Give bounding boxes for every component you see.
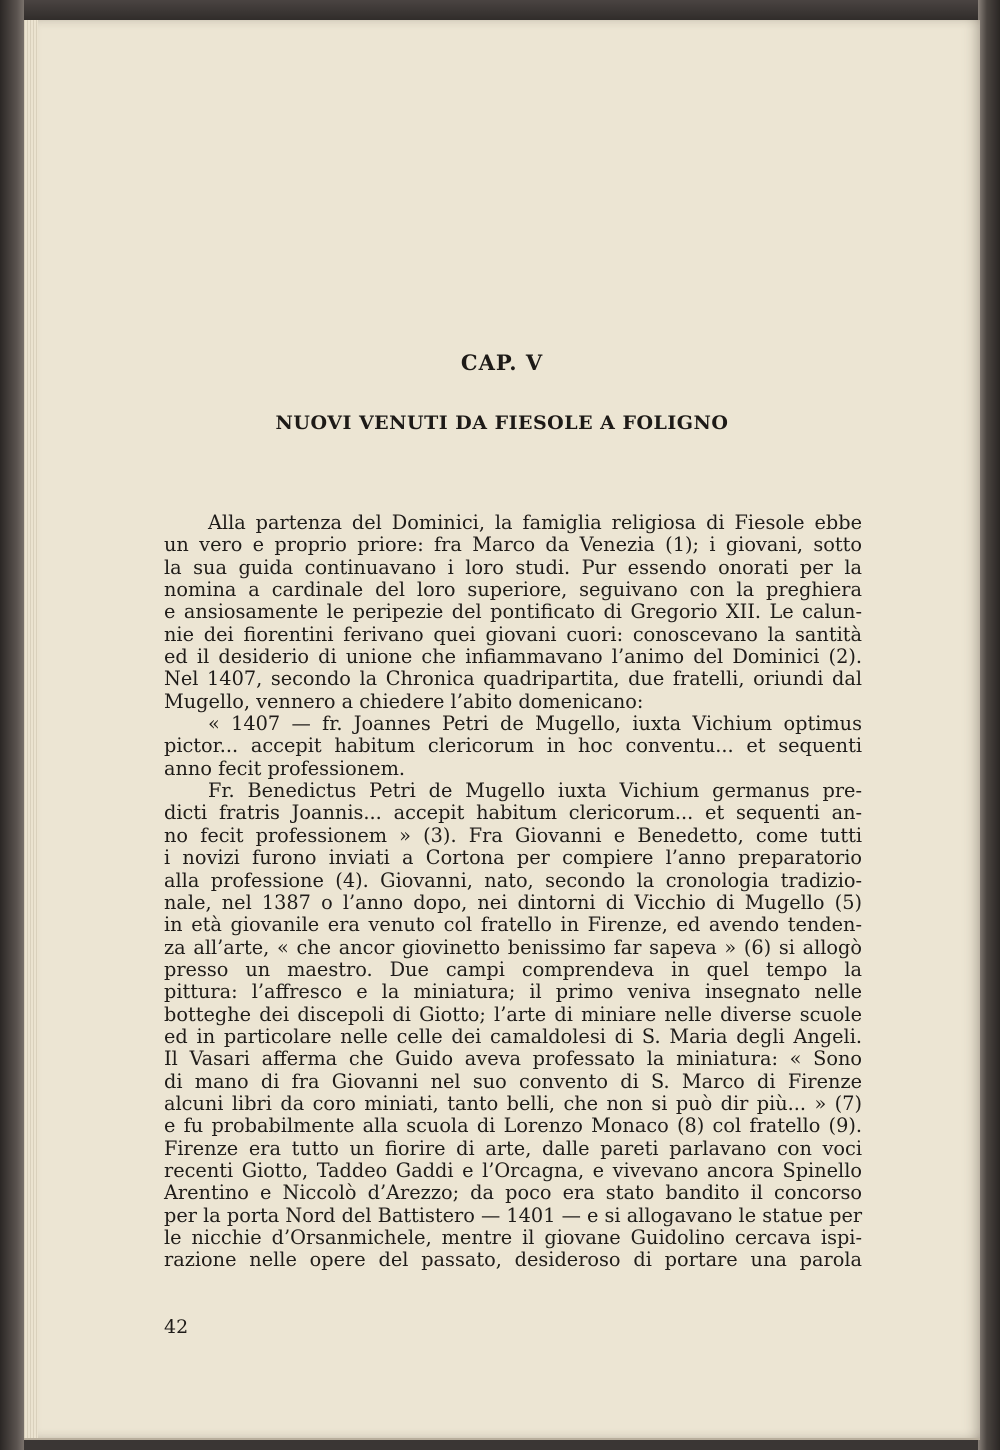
text-line: za all’arte, « che ancor giovinetto benissimo far sapeva » (6) si allogò — [164, 935, 862, 959]
text-line: alla professione (4). Giovanni, nato, secondo la cronologia tradizio- — [164, 868, 862, 892]
text-line: botteghe dei discepoli di Giotto; l’arte di miniare nelle diverse scuole — [164, 1002, 862, 1026]
book-binding-top — [0, 0, 1000, 22]
book-page — [24, 20, 980, 1440]
text-line: razione nelle opere del passato, desideroso di portare una parola — [164, 1248, 862, 1272]
text-line: no fecit professionem » (3). Fra Giovanni e Benedetto, come tutti — [164, 823, 862, 847]
text-line: alcuni libri da coro miniati, tanto belli, che non si può dir più... » (7) — [164, 1091, 862, 1115]
text-line: anno fecit professionem. — [164, 756, 405, 780]
text-line: recenti Giotto, Taddeo Gaddi e l’Orcagna, e vivevano ancora Spinello — [164, 1158, 862, 1182]
text-line: « 1407 — fr. Joannes Petri de Mugello, iuxta Vichium optimus — [208, 712, 862, 736]
text-line: Alla partenza del Dominici, la famiglia religiosa di Fiesole ebbe — [208, 511, 862, 534]
text-line: le nicchie d’Orsanmichele, mentre il giovane Guidolino cercava ispi- — [164, 1226, 862, 1249]
book-binding-left — [0, 0, 24, 1450]
text-line: pittura: l’affresco e la miniatura; il primo veniva insegnato nelle — [164, 980, 862, 1004]
text-line: Il Vasari afferma che Guido aveva professato la miniatura: « Sono — [164, 1047, 862, 1071]
page-number: 42 — [164, 1316, 189, 1338]
page-edge — [24, 20, 38, 1438]
text-line: Nel 1407, secondo la Chronica quadripartita, due fratelli, oriundi dal — [164, 667, 862, 691]
text-line: e ansiosamente le peripezie del pontificato di Gregorio XII. Le calun- — [164, 600, 862, 624]
text-line: in età giovanile era venuto col fratello in Firenze, ed avendo tenden- — [164, 913, 862, 937]
text-line: ed il desiderio di unione che infiammavano l’animo del Dominici (2). — [164, 645, 862, 669]
text-line: dicti fratris Joannis... accepit habitum clericorum... et sequenti an- — [164, 801, 862, 825]
text-line: Fr. Benedictus Petri de Mugello iuxta Vichium germanus pre- — [208, 779, 862, 803]
text-line: di mano di fra Giovanni nel suo convento di S. Marco di Firenze — [164, 1069, 862, 1093]
text-line: i novizi furono inviati a Cortona per compiere l’anno preparatorio — [164, 846, 862, 870]
text-line: nie dei fiorentini ferivano quei giovani cuori: conoscevano la santità — [164, 622, 862, 646]
chapter-number: CAP. V — [460, 350, 544, 375]
text-line: Arentino e Niccolò d’Arezzo; da poco era stato bandito il concorso — [164, 1181, 862, 1205]
text-line: e fu probabilmente alla scuola di Lorenzo Monaco (8) col fratello (9). — [164, 1114, 862, 1138]
text-line: per la porta Nord del Battistero — 1401 — e si allogavano le statue per — [164, 1203, 863, 1227]
text-line: la sua guida continuavano i loro studi. Pur essendo onorati per la — [164, 555, 862, 579]
text-line: nale, nel 1387 o l’anno dopo, nei dintorni di Vicchio di Mugello (5) — [164, 890, 862, 914]
text-line: pictor... accepit habitum clericorum in hoc conventu... et sequenti — [164, 734, 862, 758]
text-line: un vero e proprio priore: fra Marco da Venezia (1); i giovani, sotto — [164, 533, 862, 557]
text-line: Firenze era tutto un fiorire di arte, dalle pareti parlavano con voci — [164, 1136, 862, 1160]
chapter-title: NUOVI VENUTI DA FIESOLE A FOLIGNO — [275, 412, 729, 434]
text-line: presso un maestro. Due campi comprendeva in quel tempo la — [164, 957, 862, 981]
text-line: Mugello, vennero a chiedere l’abito domenicano: — [164, 689, 644, 713]
book-binding-right — [978, 0, 1000, 1450]
text-line: ed in particolare nelle celle dei camaldolesi di S. Maria degli Angeli. — [164, 1024, 862, 1048]
body-text — [164, 512, 862, 1272]
text-line: nomina a cardinale del loro superiore, seguivano con la preghiera — [164, 578, 862, 602]
